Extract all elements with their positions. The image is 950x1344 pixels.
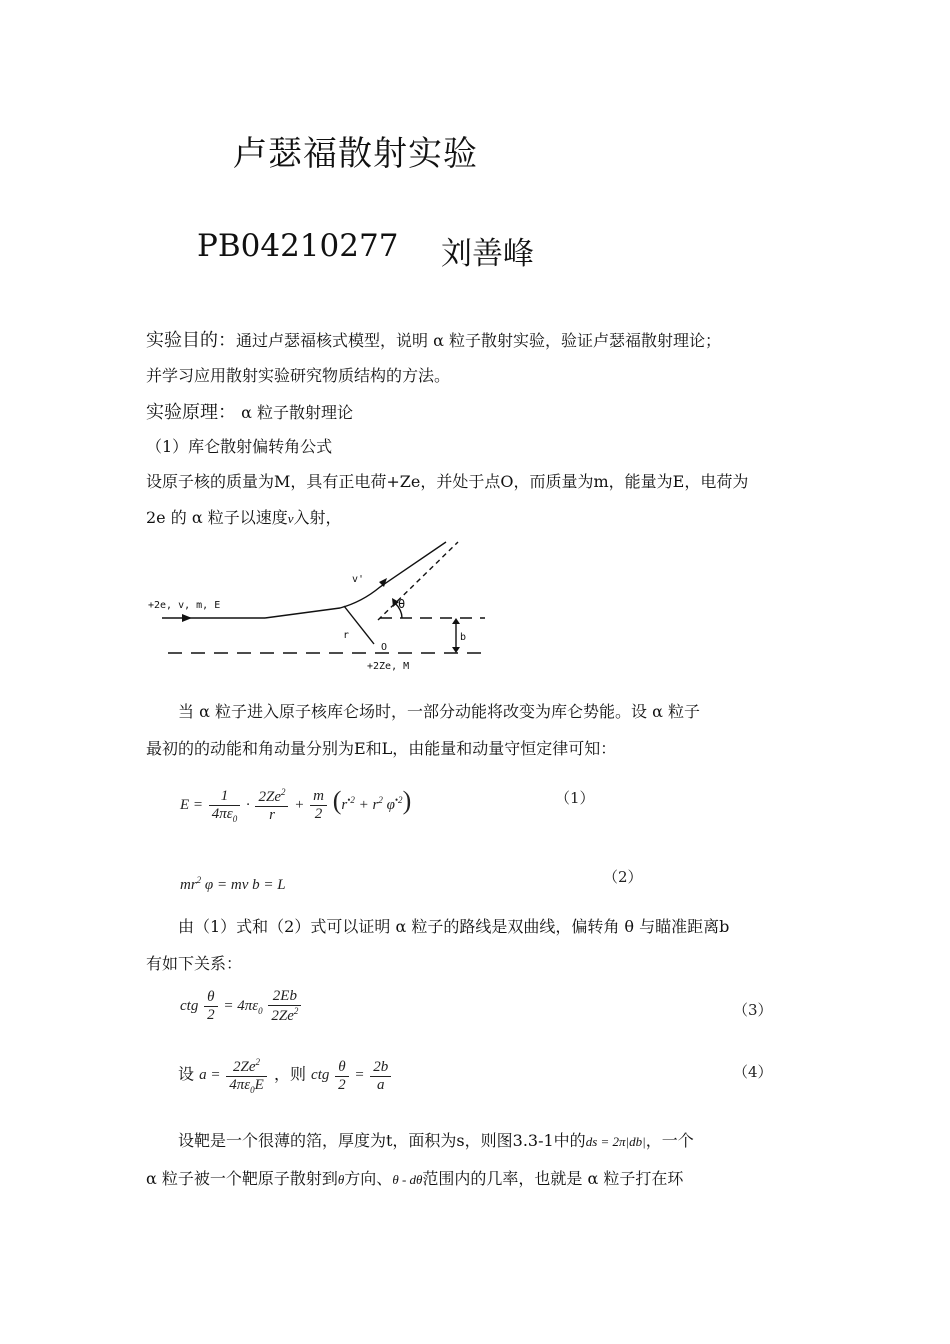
- eq1-frac-a: [209, 788, 240, 824]
- eq1-one: 1: [209, 788, 240, 806]
- velocity-symbol: v: [287, 511, 294, 526]
- eq3-theta: θ: [204, 989, 218, 1007]
- eq4-number: （4）: [733, 1063, 773, 1081]
- eq1-phi: φ: [386, 797, 395, 813]
- eq4-theta: θ: [335, 1059, 349, 1077]
- eq4-num: 2Ze: [233, 1059, 256, 1075]
- student-id: PB04210277: [197, 228, 399, 264]
- eq3-frac-a: [204, 989, 218, 1024]
- eq4-eq: =: [354, 1067, 365, 1084]
- purpose-label: 实验目的：: [146, 330, 236, 351]
- eq1-frac-c: [310, 788, 327, 823]
- b-arrowhead-top: [452, 618, 460, 624]
- intro-line-2: [146, 505, 342, 528]
- para4-line-2: [146, 1166, 683, 1189]
- eq2-number: （2）: [603, 868, 643, 886]
- eq3-two: 2: [207, 1007, 215, 1023]
- eq4-E: E: [254, 1077, 264, 1093]
- eq4-den2: a: [377, 1076, 385, 1093]
- equation-4: [178, 1057, 393, 1095]
- eq1-lhs: E =: [180, 797, 204, 813]
- velocity-label: v': [352, 574, 365, 585]
- para3-line-2: 有如下关系：: [146, 954, 243, 973]
- o-label: O: [381, 642, 388, 653]
- eq3-den: 2Ze: [271, 1008, 294, 1024]
- nucleus-label: +2Ze, M: [367, 661, 410, 672]
- eq4-frac-c: [370, 1059, 391, 1094]
- incoming-arrowhead: [182, 614, 192, 622]
- para4-text-a: 设靶是一个很薄的箔，厚度为t，面积为s，则图3.3-1中的: [178, 1131, 586, 1150]
- para4-text-d: 方向、: [344, 1169, 393, 1188]
- eq1-frac-b: $\frac{2Ze^2}{r}$: [255, 787, 288, 824]
- equation-1: E = $\frac{1}{4\pi\varepsilon_0}$ · $\frac{2Ze^2}{r}$ + $\frac{m}{2}$ ($r^{•2} + r^2$ $\varphi^{•2}$): [180, 786, 412, 824]
- para2-line-1: 当 α 粒子进入原子核库仑场时，一部分动能将改变为库仑势能。设 α 粒子: [178, 702, 700, 721]
- equation-2: $mr^2$ φ = mv b = L: [180, 875, 286, 893]
- eq2-mr: mr: [180, 877, 197, 893]
- intro-text-b: 入射，: [293, 508, 342, 527]
- incoming-label: +2e, v, m, E: [148, 600, 221, 611]
- purpose-text: 通过卢瑟福核式模型，说明 α 粒子散射实验，验证卢瑟福散射理论；: [236, 331, 721, 350]
- principle-label: 实验原理：: [146, 402, 236, 423]
- para4-text-b: ，一个: [645, 1131, 694, 1150]
- intro-line-1: 设原子核的质量为M，具有正电荷+Ze，并处于点O，而质量为m，能量为E，电荷为: [146, 472, 749, 491]
- purpose-line-2: 并学习应用散射实验研究物质结构的方法。: [146, 366, 451, 385]
- eq4-ctg: ctg: [311, 1067, 330, 1084]
- eq2-rest: = mv b = L: [216, 877, 286, 893]
- para3-line-1: 由（1）式和（2）式可以证明 α 粒子的路线是双曲线，偏转角 θ 与瞄准距离b: [178, 917, 730, 936]
- eq1-den1: 4πε: [211, 805, 233, 822]
- eq4-then: ，则: [273, 1064, 306, 1084]
- eq4-a: a =: [199, 1067, 221, 1084]
- eq1-sub0: 0: [232, 813, 238, 824]
- eq1-r: r: [341, 797, 348, 813]
- theta-label: θ: [398, 597, 406, 611]
- eq1-two: 2: [314, 806, 323, 823]
- eq4-two: 2: [338, 1076, 346, 1093]
- b-arrowhead-bottom: [452, 647, 460, 653]
- eq3-ctg: ctg: [180, 997, 199, 1014]
- eq3-mid: = 4πε: [223, 997, 259, 1014]
- page-title: 卢瑟福散射实验: [233, 134, 478, 174]
- para4-ds: ds = 2π|db|: [585, 1134, 646, 1149]
- section-heading: （1）库仑散射偏转角公式: [146, 437, 333, 456]
- equation-3: [180, 988, 303, 1025]
- eq4-den: 4πε: [229, 1077, 251, 1093]
- para4-theta: θ: [337, 1172, 345, 1187]
- para4-text-e: 范围内的几率，也就是 α 粒子打在环: [422, 1169, 684, 1188]
- r-label: r: [343, 630, 350, 641]
- eq3-num: 2Eb: [268, 988, 301, 1006]
- eq3-sub0: 0: [258, 1005, 263, 1016]
- eq1-den2: r: [269, 807, 275, 824]
- principle-line: [146, 398, 353, 424]
- intro-text-a: 2e 的 α 粒子以速度: [146, 508, 288, 527]
- eq1-m: m: [310, 788, 327, 806]
- eq1-number: （1）: [555, 789, 595, 807]
- scattering-diagram: [140, 530, 500, 680]
- author-name: 刘善峰: [441, 236, 534, 272]
- eq3-frac-b: $\frac{2Eb}{2Ze^2}$: [268, 988, 301, 1025]
- purpose-line-1: [146, 326, 721, 352]
- eq4-set: 设: [178, 1064, 195, 1084]
- para2-line-2: 最初的的动能和角动量分别为E和L，由能量和动量守恒定律可知：: [146, 739, 617, 758]
- eq4-num2: 2b: [370, 1059, 391, 1077]
- eq4-sub0: 0: [250, 1085, 255, 1095]
- para4-line-1: [178, 1128, 694, 1151]
- b-label: b: [460, 632, 467, 643]
- eq1-num2: 2Ze: [258, 789, 281, 806]
- eq3-number: （3）: [733, 1001, 773, 1019]
- para4-range: θ - dθ: [392, 1172, 423, 1187]
- para4-text-c: α 粒子被一个靶原子散射到: [146, 1169, 338, 1188]
- eq4-frac-a: $\frac{2Ze^2}{4\pi\varepsilon_0E}$: [226, 1057, 267, 1095]
- eq2-phi: φ: [204, 877, 214, 893]
- principle-text: α 粒子散射理论: [236, 403, 353, 422]
- eq4-frac-b: [335, 1059, 349, 1094]
